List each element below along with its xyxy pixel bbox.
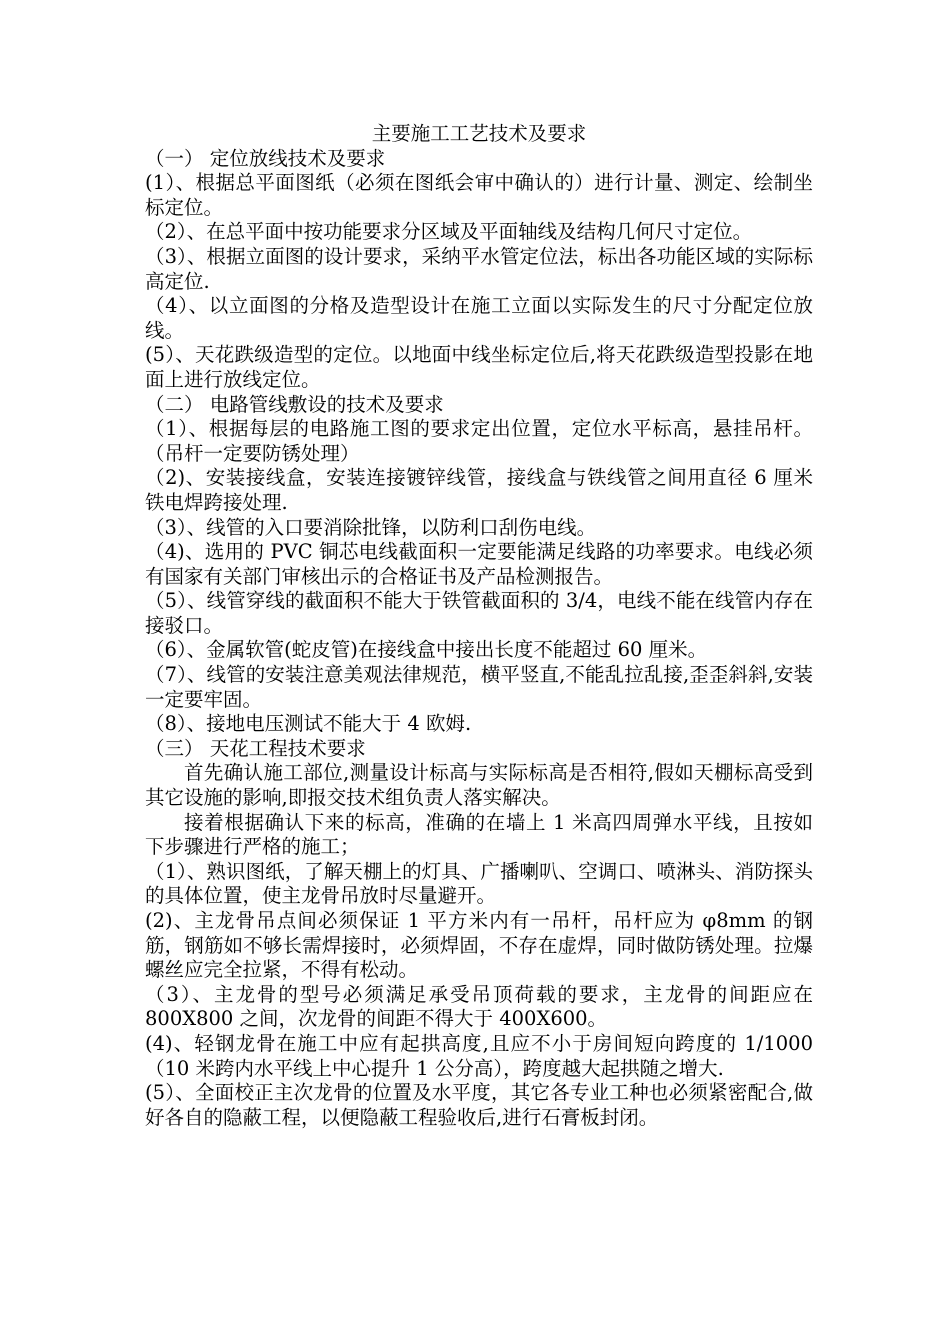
paragraph: （4)、选用的 PVC 铜芯电线截面积一定要能满足线路的功率要求。电线必须有国家有关部门审核出示的合格证书及产品检测报告。 [145,540,813,588]
paragraph: （6）、金属软管(蛇皮管)在接线盒中接出长度不能超过 60 厘米。 [145,638,708,662]
section-heading-1: （一） 定位放线技术及要求 [145,146,386,170]
document-title: 主要施工工艺技术及要求 [371,122,587,145]
document-page [145,122,813,1130]
paragraph: （1）、根据每层的电路施工图的要求定出位置，定位水平标高，悬挂吊杆。（吊杆一定要防锈处理） [145,417,813,465]
paragraph: (5）、全面校正主次龙骨的位置及水平度，其它各专业工种也必须紧密配合,做好各自的隐蔽工程，以便隐蔽工程验收后,进行石膏板封闭。 [145,1081,813,1129]
paragraph: （1）、熟识图纸，了解天棚上的灯具、广播喇叭、空调口、喷淋头、消防探头的具体位置，使主龙骨吊放时尽量避开。 [145,859,813,908]
paragraph: （8）、接地电压测试不能大于 4 欧姆. [145,712,472,736]
paragraph: (1）、根据总平面图纸（必须在图纸会审中确认的）进行计量、测定、绘制坐标定位。 [145,171,813,219]
paragraph: （7）、线管的安装注意美观法律规范，横平竖直,不能乱拉乱接,歪歪斜斜,安装一定要牢固。 [145,663,813,711]
paragraph: （3）、根据立面图的设计要求，采纳平水管定位法，标出各功能区域的实际标高定位. [145,244,813,293]
paragraph: 接着根据确认下来的标高，准确的在墙上 1 米高四周弹水平线，且按如下步骤进行严格的施工； [145,810,813,859]
paragraph: （2）、在总平面中按功能要求分区域及平面轴线及结构几何尺寸定位。 [145,220,753,244]
paragraph: 首先确认施工部位,测量设计标高与实际标高是否相符,假如天棚标高受到其它设施的影响,即报交技术组负责人落实解决。 [145,761,813,810]
paragraph: （2)、安装接线盒，安装连接镀锌线管，接线盒与铁线管之间用直径 6 厘米铁电焊跨接处理. [145,466,813,514]
paragraph: （3）、线管的入口要消除批锋，以防利口刮伤电线。 [145,515,597,539]
section-heading-3: （三） 天花工程技术要求 [145,736,366,760]
paragraph: (2)、主龙骨吊点间必须保证 1 平方米内有一吊杆，吊杆应为 φ8mm 的钢筋，钢筋如不够长需焊接时，必须焊固，不存在虚焊，同时做防锈处理。拉爆螺丝应完全拉紧，不得有松动。 [145,909,813,982]
paragraph: （3）、主龙骨的型号必须满足承受吊顶荷载的要求，主龙骨的间距应在 800X800 之间，次龙骨的间距不得大于 400X600。 [145,982,813,1031]
paragraph: (4)、轻钢龙骨在施工中应有起拱高度,且应不小于房间短向跨度的 1/1000（10 米跨内水平线上中心提升 1 公分高），跨度越大起拱随之增大. [145,1031,813,1080]
section-heading-2: （二） 电路管线敷设的技术及要求 [145,392,444,416]
paragraph: (5）、天花跌级造型的定位。以地面中线坐标定位后,将天花跌级造型投影在地面上进行放线定位。 [145,343,813,391]
paragraph: （4）、以立面图的分格及造型设计在施工立面以实际发生的尺寸分配定位放线。 [145,294,813,342]
paragraph: （5）、线管穿线的截面积不能大于铁管截面积的 3/4，电线不能在线管内存在接驳口。 [145,589,813,637]
